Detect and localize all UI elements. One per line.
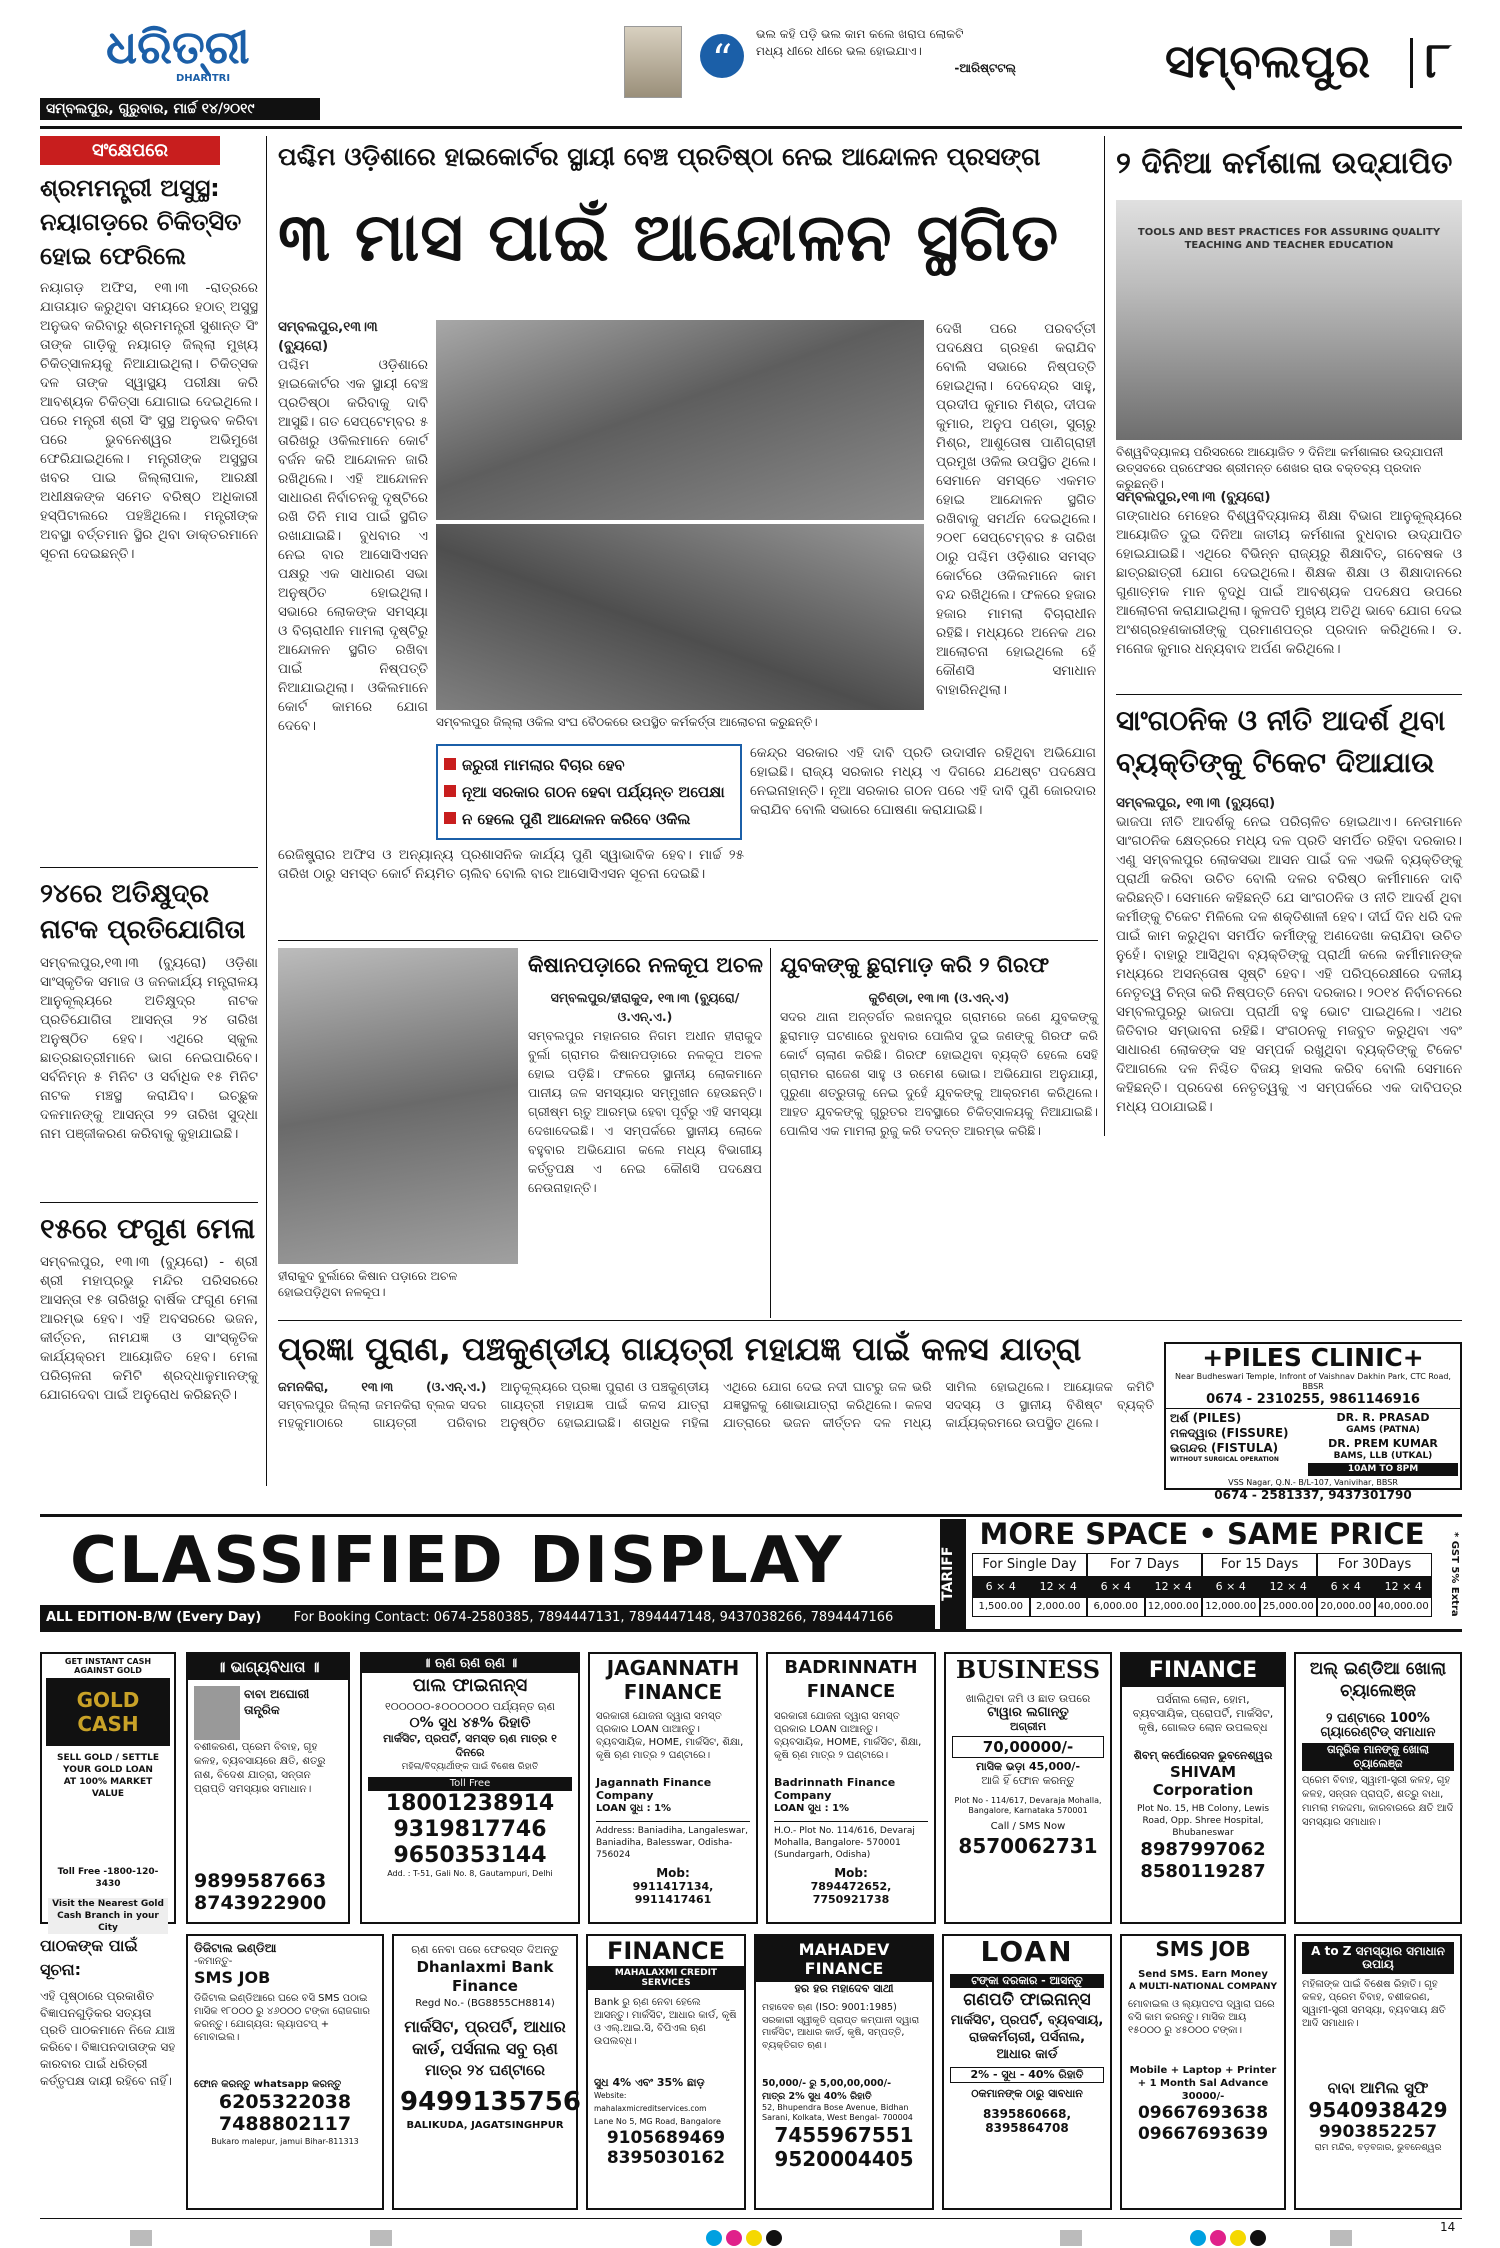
tariff-price: 6,000.00 bbox=[1087, 1597, 1145, 1617]
reader-notice bbox=[40, 1934, 176, 2210]
dhan-top: ଋଣ ନେବା ପରେ ଫେରସ୍ତ ଦିଅନ୍ତୁ bbox=[411, 1943, 559, 1956]
pal-finance-ad bbox=[360, 1652, 580, 1924]
loan-l3: 2% - ସୁଧ - 40% ରିହାତି bbox=[950, 2067, 1104, 2083]
tariff-period: For Single Day bbox=[972, 1553, 1087, 1577]
piles-l3: ଭଗନ୍ଦର (FISTULA) bbox=[1170, 1441, 1279, 1455]
classified-header bbox=[40, 1514, 1462, 1632]
lead-photo-top bbox=[436, 320, 924, 520]
piles-dr2: DR. PREM KUMAR bbox=[1328, 1437, 1438, 1450]
sms-addr: Bukaro malepur, jamui Bihar-811313 bbox=[211, 2137, 359, 2146]
loan-l1: ଗଣପତି ଫାଇନାନ୍ସ bbox=[963, 1990, 1091, 2010]
loan-top: ଟଙ୍କା ଦରକାର - ଆସନ୍ତୁ bbox=[950, 1974, 1104, 1988]
ticket-title: ସାଂଗଠନିକ ଓ ନୀତି ଆଦର୍ଶ ଥିବା ବ୍ୟକ୍ତିଙ୍କୁ ଟିକେଟ ଦିଆଯାଉ bbox=[1116, 704, 1446, 779]
mahadev-ad bbox=[754, 1934, 934, 2210]
rin-l4: ମହିଳା/ବିଦ୍ୟାର୍ଥୀଙ୍କ ପାଇଁ ବିଶେଷ ରିହାତି bbox=[401, 1762, 539, 1772]
baba-name: ବାବା ଆମିଲ ସୁଫି bbox=[1327, 2079, 1429, 2097]
business-l3: ଅଗ୍ରୀମ bbox=[1009, 1720, 1047, 1733]
dhan-l1: ମାର୍କସିଟ, ପ୍ରପର୍ଟି, ଆଧାର କାର୍ଡ, ପର୍ସନାଲ ସବୁ ଋଣ bbox=[404, 2017, 566, 2058]
piles-l2: ମଳଦ୍ୱାର (FISSURE) bbox=[1170, 1426, 1289, 1440]
tariff-price: 2,000.00 bbox=[1030, 1597, 1088, 1617]
rin-l2: ୦% ସୁଧ ୪୫% ରିହାତି bbox=[409, 1715, 531, 1731]
ticket-dateline: ସମ୍ବଲପୁର, ୧୩।୩ (ବ୍ୟୁରୋ) bbox=[1116, 795, 1276, 811]
tantrik-sub: ବାବା ଅଘୋରୀ ତାନ୍ତ୍ରିକ bbox=[244, 1687, 310, 1717]
jagannath-addr: Address: Baniadiha, Langaleswar, Baniadiha, Balesswar, Odisha-756024 bbox=[596, 1821, 750, 1861]
tariff-price: 25,000.00 bbox=[1260, 1597, 1318, 1617]
lead-dateline: ସମ୍ବଲପୁର,୧୩।୩ (ବ୍ୟୁରୋ) bbox=[278, 319, 378, 354]
smsjob-l1: Send SMS. Earn Money bbox=[1138, 1969, 1268, 1980]
tariff-size: 6 × 4 bbox=[1087, 1577, 1145, 1597]
workshop-caption: ବିଶ୍ୱବିଦ୍ୟାଳୟ ପରିସରରେ ଆୟୋଜିତ ୨ ଦିନିଆ କର୍ମଶାଳାର ଉଦ୍ଯାପନୀ ଉତ୍ସବରେ ପ୍ରଫେସର ଶ୍ରୀମନ୍ତ ଶେଖର ରାଉ ବକ୍ତବ୍ୟ ପ୍ରଦାନ କରୁଛନ୍ତି। bbox=[1116, 445, 1444, 491]
workshop-title: ୨ ଦିନିଆ କର୍ମଶାଳା ଉଦ୍ଯାପିତ bbox=[1116, 146, 1453, 181]
sms-job-ad bbox=[186, 1934, 384, 2210]
dhan-title: Dhanlaxmi Bank Finance bbox=[416, 1958, 554, 1995]
mahalaxmi-rate: ସୁଧ 4% ଏବଂ 35% ଛାଡ଼ bbox=[594, 2076, 705, 2089]
mahalaxmi-addr: Lane No 5, MG Road, Bangalore bbox=[594, 2117, 721, 2126]
workshop-photo bbox=[1116, 200, 1462, 440]
sms-job-ad-2 bbox=[1120, 1934, 1286, 2210]
piles-l1: ଅର୍ଶ (PILES) bbox=[1170, 1411, 1242, 1425]
brief-divider bbox=[266, 136, 267, 1486]
baba-ad bbox=[1294, 1934, 1462, 2210]
footer-page: 14 bbox=[1440, 2220, 1456, 2234]
reg-mark-yellow-2 bbox=[1230, 2230, 1246, 2246]
badrinath-addr: H.O.- Plot No. 114/616, Devaraj Mohalla, Bangalore- 570001 (Sundargarh, Odisha) bbox=[774, 1821, 928, 1861]
gray-bar-2 bbox=[370, 2230, 392, 2246]
rin-ph2: 9319817746 bbox=[393, 1817, 547, 1842]
baba-title: A to Z ସମସ୍ୟାର ସମାଧାନ ଉପାୟ bbox=[1302, 1942, 1454, 1974]
mahalaxmi-ph2: 8395030162 bbox=[606, 2148, 726, 2168]
sms-body: ଡିଜିଟାଲ ଇଣ୍ଡିଆରେ ଘରେ ବସି SMS ପଠାଇ ମାସିକ ୧୮୦୦୦ ରୁ ୪୬୦୦୦ ଟଙ୍କା ରୋଜଗାର କରନ୍ତୁ। ଯୋଗ୍ୟତା: ଲ୍ୟାପଟପ୍ + ମୋବାଇଲ। bbox=[194, 1993, 370, 2043]
tariff-size: 12 × 4 bbox=[1145, 1577, 1203, 1597]
india-l1: ୨ ଘଣ୍ଟାରେ 100% bbox=[1326, 1711, 1430, 1726]
piles-phone2: 0674 - 2581337, 9437301790 bbox=[1214, 1488, 1412, 1502]
gold-l2: AT 100% MARKET VALUE bbox=[63, 1777, 153, 1799]
mahadev-ph1: 7455967551 bbox=[774, 2123, 914, 2147]
mahadev-title: MAHADEV FINANCE bbox=[756, 1936, 932, 1982]
india-l2: ଗ୍ୟାରେଣ୍ଟିଡ୍ ସମାଧାନ bbox=[1320, 1725, 1436, 1740]
tubewell-dateline: ସମ୍ବଲପୁର/ହୀରାକୁଦ, ୧୩।୩ (ବ୍ୟୁରୋ/ ଓ.ଏନ୍.ଏ.) bbox=[550, 990, 740, 1024]
rin-l3: ମାର୍କସିଟ, ପ୍ରପର୍ଟି, ସମସ୍ତ ଋଣ ମାତ୍ର ୧ ଦିନରେ bbox=[383, 1732, 557, 1759]
arrest-dateline: କୁଚିଣ୍ଡା, ୧୩।୩ (ଓ.ଏନ୍.ଏ) bbox=[868, 990, 1010, 1005]
lead-photo-bottom bbox=[436, 524, 924, 710]
arrest-text: ସଦର ଥାନା ଅନ୍ତର୍ଗତ ଲଖନପୁର ଗ୍ରାମରେ ଜଣେ ଯୁବକଙ୍କୁ ଛୁରାମାଡ଼ ଘଟଣାରେ ବୁଧବାର ପୋଲିସ ଦୁଇ ଜଣଙ୍କୁ ଗିରଫ କରି କୋର୍ଟ ଚାଲାଣ କରିଛି। ଗିରଫ ହୋଇଥିବା ବ୍ୟକ୍ତି ହେଲେ ସେହି ଗ୍ରାମର ରାଜେଶ ସାହୁ ଓ ରମେଶ ଭୋଇ। ଅଭିଯୋଗ ଅନୁଯାୟୀ, ପୁରୁଣା ଶତ୍ରୁତାକୁ ନେଇ ଦୁହେଁ ଯୁବକଙ୍କୁ ଆକ୍ରମଣ କରିଥିଲେ। ଆହତ ଯୁବକଙ୍କୁ ଗୁରୁତର ଅବସ୍ଥାରେ ଚିକିତ୍ସାଳୟକୁ ନିଆଯାଇଛି। ପୋଲିସ ଏକ ମାମଲା ରୁଜୁ କରି ତଦନ୍ତ ଆରମ୍ଭ କରିଛି। bbox=[780, 1009, 1098, 1138]
business-addr: Plot No - 114/617, Devaraja Mohalla, Bangalore, Karnataka 570001 bbox=[954, 1796, 1102, 1815]
masthead-logo bbox=[106, 20, 266, 84]
rin-addr: Add. : T-51, Gali No. 8, Gautampuri, Delhi bbox=[387, 1869, 553, 1878]
bullet-1 bbox=[444, 752, 734, 779]
gray-bar-1 bbox=[130, 2230, 152, 2246]
jagannath-body: ସରକାରୀ ଯୋଜନା ଦ୍ୱାରା ସମସ୍ତ ପ୍ରକାର LOAN ପାଆନ୍ତୁ। ବ୍ୟବସାୟିକ, HOME, ମାର୍କସିଟ, ଶିକ୍ଷା, କୃଷି ଋଣ ମାତ୍ର ୨ ଘଣ୍ଟାରେ। bbox=[596, 1711, 744, 1761]
page-number: ୮ bbox=[1425, 31, 1452, 89]
shivam-ph1: 8987997062 bbox=[1140, 1839, 1266, 1860]
quote-author: -ଆରିଷ୍ଟଟଲ୍ bbox=[954, 61, 1016, 75]
mahadev-addr: 52, Bhupendra Bose Avenue, Bidhan Sarani, Kolkata, West Bengal- 700004 bbox=[762, 2103, 913, 2122]
tariff-size: 6 × 4 bbox=[1202, 1577, 1260, 1597]
tantrik-body: ବଶୀକରଣ, ପ୍ରେମ ବିବାହ, ଗୃହ କଳହ, ବ୍ୟବସାୟରେ କ୍ଷତି, ଶତ୍ରୁ ନାଶ, ବିଦେଶ ଯାତ୍ରା, ସନ୍ତାନ ପ୍ରାପ୍ତି ସମସ୍ୟାର ସମାଧାନ। bbox=[194, 1741, 326, 1795]
classified-booking: For Booking Contact: 0674-2580385, 7894447131, 7894447148, 9437038266, 7894447166 bbox=[293, 1610, 894, 1625]
sms-sub: -କମାନ୍ତୁ- bbox=[194, 1956, 233, 1967]
baba-addr: ରାମ ମନ୍ଦିର, ବଡ଼ବଜାର, ଭୁବନେଶ୍ୱର bbox=[1314, 2143, 1442, 2153]
reg-mark-black-1 bbox=[766, 2230, 782, 2246]
tariff-period: For 15 Days bbox=[1202, 1553, 1317, 1577]
mahadev-ph2: 9520004405 bbox=[774, 2147, 914, 2171]
mahadev-sub: ହର ହର ମହାଦେବ ସାଥୀ bbox=[794, 1982, 894, 1995]
lead-body3: ଦେଖି ପରେ ପରବର୍ତ୍ତୀ ପଦକ୍ଷେପ ଗ୍ରହଣ କରାଯିବ ବୋଲି ସଭାରେ ନିଷ୍ପତ୍ତି ହୋଇଥିଲା। ଦେବେନ୍ଦ୍ର ସାହୁ, ପ୍ରଦୀପ କୁମାର ମିଶ୍ର, ଦୀପକ କୁମାର, ଅନୁପ ପଣ୍ଡା, ସୁଚାରୁ ମିଶ୍ର, ଆଶୁତୋଷ ପାଣିଗ୍ରାହୀ ପ୍ରମୁଖ ଓକିଲ ଉପସ୍ଥିତ ଥିଲେ। ସେମାନେ ସମସ୍ତେ ଏକମତ ହୋଇ ଆନ୍ଦୋଳନ ସ୍ଥଗିତ ରଖିବାକୁ ସମର୍ଥନ ଦେଇଥିଲେ। ୨୦୧୮ ସେପ୍ଟେମ୍ବର ୫ ତାରିଖ ଠାରୁ ପଶ୍ଚିମ ଓଡ଼ିଶାର ସମସ୍ତ କୋର୍ଟରେ ଓକିଲମାନେ କାମ ବନ୍ଦ ରଖିଥିଲେ। ଫଳରେ ହଜାର ହଜାର ମାମଲା ବିଚାରାଧୀନ ରହିଛି। ମଧ୍ୟରେ ଅନେକ ଥର ଆଲୋଚନା ହୋଇଥିଲେ ହେଁ କୌଣସି ସମାଧାନ ବାହାରିନଥିଲା। bbox=[936, 321, 1096, 698]
bullet-2-text: ନୂଆ ସରକାର ଗଠନ ହେବା ପର୍ଯ୍ୟନ୍ତ ଅପେକ୍ଷା bbox=[462, 783, 725, 801]
business-l5: ଆଜି ହିଁ ଫୋନ କରନ୍ତୁ bbox=[981, 1774, 1075, 1787]
quote-icon: “ bbox=[700, 34, 744, 78]
tariff-size: 12 × 4 bbox=[1260, 1577, 1318, 1597]
badrinath-rate: LOAN ସୁଧ : 1% bbox=[774, 1803, 850, 1814]
notice-title: ପାଠକଙ୍କ ପାଇଁ ସୂଚନା: bbox=[40, 1936, 138, 1979]
tariff-size: 6 × 4 bbox=[972, 1577, 1030, 1597]
baba-ph1: 9540938429 bbox=[1308, 2098, 1448, 2122]
reg-mark-yellow-1 bbox=[746, 2230, 762, 2246]
mahalaxmi-sub: MAHALAXMI CREDIT SERVICES bbox=[588, 1966, 744, 1990]
sms-top: ଡିଜିଟାଲ ଇଣ୍ଡିଆ bbox=[194, 1941, 277, 1955]
shivam-title: FINANCE bbox=[1122, 1654, 1284, 1687]
tantrik-ph1: 9899587663 bbox=[194, 1870, 327, 1892]
tariff-price: 12,000.00 bbox=[1202, 1597, 1260, 1617]
brief1-body: ନୟାଗଡ଼ ଅଫିସ, ୧୩।୩ -ରାତ୍ରରେ ଯାତାୟାତ କରୁଥିବା ସମୟରେ ହଠାତ୍ ଅସୁସ୍ଥ ଅନୁଭବ କରିବାରୁ ଶ୍ରମମନ୍ତ୍ରୀ ସୁଶାନ୍ତ ସିଂ ତାଙ୍କ ଗାଡ଼ିକୁ ନୟାଗଡ଼ ଜିଲ୍ଲା ମୁଖ୍ୟ ଚିକିତ୍ସାଳୟକୁ ନିଆଯାଇଥିଲା। ଚିକିତ୍ସକ ଦଳ ତାଙ୍କ ସ୍ୱାସ୍ଥ୍ୟ ପରୀକ୍ଷା କରି ଆବଶ୍ୟକ ଚିକିତ୍ସା ଯୋଗାଇ ଦେଇଥିଲେ। ପରେ ମନ୍ତ୍ରୀ ଶ୍ରୀ ସିଂ ସୁସ୍ଥ ଅନୁଭବ କରିବା ପରେ ଭୁବନେଶ୍ୱର ଅଭିମୁଖେ ଫେରିଯାଇଥିଲେ। ମନ୍ତ୍ରୀଙ୍କ ଅସୁସ୍ଥତା ଖବର ପାଇ ଜିଲ୍ଲାପାଳ, ଆରକ୍ଷୀ ଅଧୀକ୍ଷକଙ୍କ ସମେତ ବରିଷ୍ଠ ଅଧିକାରୀ ହସ୍ପିଟାଲରେ ପହଞ୍ଚିଥିଲେ। ମନ୍ତ୍ରୀଙ୍କ ଅବସ୍ଥା ବର୍ତ୍ତମାନ ସ୍ଥିର ଥିବା ଡାକ୍ତରମାନେ ସୂଚନା ଦେଇଛନ୍ତି। bbox=[40, 280, 258, 562]
quote-block bbox=[756, 26, 1056, 77]
shivam-sub: ଶିବମ୍ କର୍ପୋରେସନ ଭୁବନେଶ୍ୱର bbox=[1133, 1749, 1273, 1762]
loan-l4: ଠକମାନଙ୍କ ଠାରୁ ସାବଧାନ bbox=[971, 2087, 1083, 2100]
mahalaxmi-title: FINANCE bbox=[606, 1937, 726, 1965]
workshop-dateline: ସମ୍ବଲପୁର,୧୩।୩ (ବ୍ୟୁରୋ) bbox=[1116, 489, 1271, 505]
smsjob-body: ମୋବାଇଲ ଓ ଲ୍ୟାପଟପ ଦ୍ୱାରା ଘରେ ବସି କାମ କରନ୍ତୁ। ମାସିକ ଆୟ ୧୫୦୦୦ ରୁ ୪୫୦୦୦ ଟଙ୍କା। bbox=[1128, 1999, 1275, 2036]
tubewell-text: ସମ୍ବଲପୁର ମହାନଗର ନିଗମ ଅଧୀନ ହୀରାକୁଦ ବୁର୍ଲା ଗ୍ରାମର କିଷାନପଡ଼ାରେ ନଳକୂପ ଅଚଳ ହୋଇ ପଡ଼ିଛି। ଫଳରେ ସ୍ଥାନୀୟ ଲୋକମାନେ ପାନୀୟ ଜଳ ସମସ୍ୟାର ସମ୍ମୁଖୀନ ହେଉଛନ୍ତି। ଗ୍ରୀଷ୍ମ ଋତୁ ଆରମ୍ଭ ହେବା ପୂର୍ବରୁ ଏହି ସମସ୍ୟା ଦେଖାଦେଇଛି। ଏ ସମ୍ପର୍କରେ ସ୍ଥାନୀୟ ଲୋକେ ବହୁବାର ଅଭିଯୋଗ କଲେ ମଧ୍ୟ ବିଭାଗୀୟ କର୍ତ୍ତୃପକ୍ଷ ଏ ନେଇ କୌଣସି ପଦକ୍ଷେପ ନେଉନାହାନ୍ତି। bbox=[528, 1028, 762, 1195]
tariff-gst: * GST 5% Extra bbox=[1449, 1531, 1460, 1617]
smsjob-ph2: 09667693639 bbox=[1137, 2124, 1269, 2144]
edition-name: ସମ୍ବଲପୁର bbox=[1165, 34, 1371, 88]
tariff-size: 6 × 4 bbox=[1317, 1577, 1375, 1597]
shivam-addr: Plot No. 15, HB Colony, Lewis Road, Opp. Shree Hospital, Bhubaneswar bbox=[1136, 1804, 1270, 1838]
india-body: ପ୍ରେମ ବିବାହ, ସ୍ୱାମୀ-ସ୍ତ୍ରୀ କଳହ, ଗୃହ କଳହ, ସନ୍ତାନ ପ୍ରାପ୍ତି, ଶତ୍ରୁ ବାଧା, ମାମଲା ମକଦ୍ଦମା, କାରବାରରେ କ୍ଷତି ଆଦି ସମସ୍ୟାର ସମାଧାନ। bbox=[1302, 1775, 1454, 1828]
brief-column bbox=[40, 136, 258, 1486]
business-l1: ଖାଲିଥିବା ଜମି ଓ ଛାତ ଉପରେ bbox=[965, 1692, 1091, 1705]
brief1-title: ଶ୍ରମମନ୍ତ୍ରୀ ଅସୁସ୍ଥ: ନୟାଗଡ଼ରେ ଚିକିତ୍ସିତ ହୋଇ ଫେରିଲେ bbox=[40, 174, 242, 270]
tariff-price: 20,000.00 bbox=[1317, 1597, 1375, 1617]
tariff-price: 40,000.00 bbox=[1375, 1597, 1433, 1617]
mahalaxmi-ad bbox=[586, 1934, 746, 2210]
yatra-dateline: ଜମନକିରା, ୧୩।୩ (ଓ.ଏନ୍.ଏ.) bbox=[278, 1379, 487, 1394]
tariff-price: 12,000.00 bbox=[1145, 1597, 1203, 1617]
brief2-body: ସମ୍ବଲପୁର,୧୩।୩ (ବ୍ୟୁରୋ) ଓଡ଼ିଶା ସାଂସ୍କୃତିକ ସମାଜ ଓ ଜନକାର୍ଯ୍ୟ ମନ୍ତ୍ରାଳୟ ଆନୁକୂଲ୍ୟରେ ଅତିକ୍ଷୁଦ୍ର ନାଟକ ପ୍ରତିଯୋଗିତା ଆସନ୍ତା ୨୪ ତାରିଖ ଅନୁଷ୍ଠିତ ହେବ। ଏଥିରେ ସ୍କୁଲ ଛାତ୍ରଛାତ୍ରୀମାନେ ଭାଗ ନେଇପାରିବେ। ସର୍ବନିମ୍ନ ୫ ମିନିଟ ଓ ସର୍ବାଧିକ ୧୫ ମିନିଟ ନାଟକ ମଞ୍ଚସ୍ଥ କରାଯିବ। ଇଚ୍ଛୁକ ଦଳମାନଙ୍କୁ ଆସନ୍ତା ୨୨ ତାରିଖ ସୁଦ୍ଧା ନାମ ପଞ୍ଜୀକରଣ କରିବାକୁ କୁହାଯାଇଛି। bbox=[40, 955, 258, 1142]
dhan-phone: 9499135756 bbox=[400, 2087, 581, 2117]
business-phone: 8570062731 bbox=[958, 1834, 1098, 1858]
mahadev-amt: 50,000/- ରୁ 5,00,00,000/- bbox=[762, 2078, 892, 2089]
tantrik-ph2: 8743922900 bbox=[194, 1892, 327, 1914]
india-l3: ତାନ୍ତ୍ରିକ ମାନଙ୍କୁ ଖୋଲା ଚ୍ୟାଲେଞ୍ଜ bbox=[1302, 1743, 1454, 1771]
reg-mark-magenta-1 bbox=[726, 2230, 742, 2246]
loan-phone: 8395860668, 8395864708 bbox=[982, 2107, 1072, 2135]
edition-divider bbox=[1410, 38, 1413, 88]
quote-line2: ମଧ୍ୟ ଧୀରେ ଧୀରେ ଭଲ ହୋଇଯାଏ। bbox=[756, 44, 922, 58]
brief2-title: ୨୪ରେ ଅତିକ୍ଷୁଦ୍ର ନାଟକ ପ୍ରତିଯୋଗିତା bbox=[40, 879, 246, 945]
bullet-1-text: ଜରୁରୀ ମାମଲାର ବିଚାର ହେବ bbox=[462, 756, 625, 774]
bullet-3-text: ନ ହେଲେ ପୁଣି ଆନ୍ଦୋଳନ କରିବେ ଓକିଲ bbox=[462, 810, 691, 828]
sms-wa: ଫୋନ କରନ୍ତୁ whatsapp କରନ୍ତୁ bbox=[194, 2079, 342, 2090]
reg-mark-magenta-2 bbox=[1210, 2230, 1226, 2246]
masthead bbox=[40, 20, 1462, 120]
business-ad bbox=[944, 1652, 1112, 1924]
quote-line1: ଭଲ କହି ପଡ଼ି ଭଲ କାମ କଲେ ଖରାପ ଲୋକଟି bbox=[756, 27, 964, 41]
brief3-body: ସମ୍ବଲପୁର, ୧୩।୩ (ବ୍ୟୁରୋ) - ଶ୍ରୀ ଶ୍ରୀ ମହାପ୍ରଭୁ ମନ୍ଦିର ପରିସରରେ ଆସନ୍ତା ୧୫ ତାରିଖରୁ ବାର୍ଷିକ ଫଗୁଣ ମେଳା ଆରମ୍ଭ ହେବ। ଏହି ଅବସରରେ ଭଜନ, କୀର୍ତ୍ତନ, ନାମଯଜ୍ଞ ଓ ସାଂସ୍କୃତିକ କାର୍ଯ୍ୟକ୍ରମ ଆୟୋଜିତ ହେବ। ମେଳା ପରିଚାଳନା କମିଟି ଶ୍ରଦ୍ଧାଳୁମାନଙ୍କୁ ଯୋଗଦେବା ପାଇଁ ଅନୁରୋଧ କରିଛନ୍ତି। bbox=[40, 1254, 258, 1403]
gold-toll: Toll Free -1800-120-3430 bbox=[57, 1867, 159, 1889]
business-amt1: 70,00000/- bbox=[952, 1736, 1104, 1758]
piles-phone1: 0674 - 2310255, 9861146916 bbox=[1166, 1392, 1460, 1409]
rin-ph3: 9650353144 bbox=[393, 1843, 547, 1868]
ticket-body bbox=[1116, 794, 1462, 1332]
badrinath-body: ସରକାରୀ ଯୋଜନା ଦ୍ୱାରା ସମସ୍ତ ପ୍ରକାର LOAN ପାଆନ୍ତୁ। ବ୍ୟବସାୟିକ, HOME, ମାର୍କସିଟ, ଶିକ୍ଷା, କୃଷି ଋଣ ମାତ୍ର ୨ ଘଣ୍ଟାରେ। bbox=[774, 1711, 922, 1761]
gray-bar-4 bbox=[1330, 2230, 1352, 2246]
tantrik-ad bbox=[186, 1652, 350, 1924]
classified-title: CLASSIFIED DISPLAY bbox=[70, 1524, 844, 1598]
logo-text: ଧରିତ୍ରୀ bbox=[106, 20, 250, 74]
badrinath-company: Badrinnath Finance Company bbox=[774, 1776, 896, 1802]
sms-title: SMS JOB bbox=[194, 1968, 271, 1987]
tariff-periods bbox=[972, 1553, 1432, 1577]
bullet-3 bbox=[444, 806, 734, 833]
lead-divider bbox=[1104, 136, 1105, 1136]
lead-text1: ପଶ୍ଚିମ ଓଡ଼ିଶାରେ ହାଇକୋର୍ଟର ଏକ ସ୍ଥାୟୀ ବେଞ୍ଚ ପ୍ରତିଷ୍ଠା କରିବାକୁ ଦାବି ଆସୁଛି। ଗତ ସେପ୍ଟେମ୍ବର ୫ ତାରିଖରୁ ଓକିଲମାନେ କୋର୍ଟ ବର୍ଜନ କରି ଆନ୍ଦୋଳନ ଜାରି ରଖିଥିଲେ। ଏହି ଆନ୍ଦୋଳନ ସାଧାରଣ ନିର୍ବାଚନକୁ ଦୃଷ୍ଟିରେ ରଖି ତିନି ମାସ ପାଇଁ ସ୍ଥଗିତ ରଖାଯାଇଛି। ବୁଧବାର ଏ ନେଇ ବାର ଆସୋସିଏସନ ପକ୍ଷରୁ ଏକ ସାଧାରଣ ସଭା ଅନୁଷ୍ଠିତ ହୋଇଥିଲା। ସଭାରେ ଲୋକଙ୍କ ସମସ୍ୟା ଓ ବିଚାରାଧୀନ ମାମଲା ଦୃଷ୍ଟିରୁ ଆନ୍ଦୋଳନ ସ୍ଥଗିତ ରଖିବା ପାଇଁ ନିଷ୍ପତ୍ତି ନିଆଯାଇଥିଲା। ଓକିଲମାନେ କୋର୍ଟ କାମରେ ଯୋଗ ଦେବେ। bbox=[278, 357, 428, 734]
masthead-rule bbox=[40, 126, 1462, 129]
smsjob-l3: Mobile + Laptop + Printer + 1 Month Sal Advance 30000/- bbox=[1129, 2065, 1277, 2102]
rin-l1: ୧୦୦୦୦୦-୫୦୦୦୦୦୦ ପର୍ଯ୍ୟନ୍ତ ଋଣ bbox=[385, 1700, 555, 1713]
lead-headline: ୩ ମାସ ପାଇଁ ଆନ୍ଦୋଳନ ସ୍ଥଗିତ bbox=[278, 199, 1060, 276]
notice-body: ଏହି ପୃଷ୍ଠାରେ ପ୍ରକାଶିତ ବିଜ୍ଞାପନଗୁଡ଼ିକର ସତ୍ୟତା ପ୍ରତି ପାଠକମାନେ ନିଜେ ଯାଞ୍ଚ କରିବେ। ବିଜ୍ଞାପନଦାତାଙ୍କ ସହ କାରବାର ପାଇଁ ଧରିତ୍ରୀ କର୍ତ୍ତୃପକ୍ଷ ଦାୟୀ ରହିବେ ନାହିଁ। bbox=[40, 1989, 176, 2088]
india-title: ଅଲ୍ ଇଣ୍ଡିଆ ଖୋଲା ଚ୍ୟାଲେଞ୍ଜ bbox=[1309, 1659, 1447, 1701]
masthead-dateline: ସମ୍ବଲପୁର, ଗୁରୁବାର, ମାର୍ଚ୍ଚ ୧୪/୨୦୧୯ bbox=[40, 98, 320, 120]
piles-addr2: VSS Nagar, Q.N.- B/L-107, Vanivihar, BBSR bbox=[1228, 1478, 1398, 1487]
smsjob-ph1: 09667693638 bbox=[1137, 2103, 1269, 2123]
business-call: Call / SMS Now bbox=[990, 1821, 1066, 1832]
shivam-name: SHIVAM Corporation bbox=[1152, 1763, 1254, 1799]
reg-mark-black-2 bbox=[1250, 2230, 1266, 2246]
jagannath-company: Jagannath Finance Company bbox=[596, 1776, 712, 1802]
baba-ph2: 9903852257 bbox=[1318, 2122, 1438, 2142]
gold-cash-ad bbox=[40, 1652, 176, 1933]
smsjob-l2: A MULTI-NATIONAL COMPANY bbox=[1128, 1982, 1278, 1992]
workshop-text: ଗଙ୍ଗାଧର ମେହେର ବିଶ୍ୱବିଦ୍ୟାଳୟ ଶିକ୍ଷା ବିଭାଗ ଆନୁକୂଲ୍ୟରେ ଆୟୋଜିତ ଦୁଇ ଦିନିଆ ଜାତୀୟ କର୍ମଶାଳା ବୁଧବାର ଉଦ୍ଯାପିତ ହୋଇଯାଇଛି। ଏଥିରେ ବିଭିନ୍ନ ରାଜ୍ୟରୁ ଶିକ୍ଷାବିତ୍, ଗବେଷକ ଓ ଛାତ୍ରଛାତ୍ରୀ ଯୋଗ ଦେଇଥିଲେ। ଶିକ୍ଷକ ଶିକ୍ଷା ଓ ଶିକ୍ଷାଦାନରେ ଗୁଣାତ୍ମକ ମାନ ବୃଦ୍ଧି ପାଇଁ ଆବଶ୍ୟକ ପଦକ୍ଷେପ ଉପରେ ଆଲୋଚନା କରାଯାଇଥିଲା। କୁଳପତି ମୁଖ୍ୟ ଅତିଥି ଭାବେ ଯୋଗ ଦେଇ ଅଂଶଗ୍ରହଣକାରୀଙ୍କୁ ପ୍ରମାଣପତ୍ର ପ୍ରଦାନ କରିଥିଲେ। ଡ. ମନୋଜ କୁମାର ଧନ୍ୟବାଦ ଅର୍ପଣ କରିଥିଲେ। bbox=[1116, 508, 1462, 657]
lead-bottom-rule bbox=[278, 940, 1098, 941]
jagannath-mob: Mob: bbox=[656, 1866, 690, 1880]
gray-bar-3 bbox=[1060, 2230, 1082, 2246]
piles-dr1: DR. R. PRASAD bbox=[1336, 1411, 1430, 1424]
lead-body1 bbox=[278, 318, 428, 878]
brief3-title: ୧୫ରେ ଫଗୁଣ ମେଳା bbox=[40, 1212, 256, 1245]
shivam-ph2: 8580119287 bbox=[1140, 1861, 1266, 1882]
mahadev-rate: ମାତ୍ର 2% ସୁଧ 40% ରିହାତି bbox=[762, 2090, 872, 2102]
lead-body4: ରେଜିଷ୍ଟ୍ରାର ଅଫିସ ଓ ଅନ୍ୟାନ୍ୟ ପ୍ରଶାସନିକ କାର୍ଯ୍ୟ ପୁଣି ସ୍ୱାଭାବିକ ହେବ। ମାର୍ଚ୍ଚ ୨୫ ତାରିଖ ଠାରୁ ସମସ୍ତ କୋର୍ଟ ନିୟମିତ ଚାଲିବ ବୋଲି ବାର ଆସୋସିଏସନ ସୂଚନା ଦେଇଛି। bbox=[278, 847, 744, 882]
piles-timing: 10AM TO 8PM bbox=[1308, 1463, 1458, 1476]
jagannath-phone: 9911417134, 9911417461 bbox=[632, 1880, 714, 1906]
classified-strip bbox=[40, 1605, 935, 1631]
loan-l2: ମାର୍କସିଟ, ପ୍ରପର୍ଟି, ବ୍ୟବସାୟ, ରାଜକର୍ମଚାରୀ, ପର୍ସନାଲ, ଆଧାର କାର୍ଡ bbox=[950, 2013, 1104, 2062]
reg-mark-cyan-1 bbox=[706, 2230, 722, 2246]
mahalaxmi-body: Bank ରୁ ଋଣ ନେବା ହେଲେ ଆସନ୍ତୁ। ମାର୍କସିଟ, ଆଧାର କାର୍ଡ, କୃଷି ଓ ଏଲ୍.ଆଇ.ସି, ବିପିଏଲ ଋଣ ଉପଲବ୍ଧ। bbox=[594, 1997, 737, 2047]
arrest-body bbox=[780, 988, 1098, 1310]
rin-toll: Toll Free bbox=[368, 1777, 572, 1791]
jagannath-rate: LOAN ସୁଧ : 1% bbox=[596, 1803, 672, 1814]
piles-addr1: Near Budheswari Temple, Infront of Vaishnav Dakhin Park, CTC Road, BBSR bbox=[1175, 1372, 1451, 1391]
loan-title: LOAN bbox=[980, 1935, 1074, 1968]
ticket-text: ଭାଜପା ନୀତି ଆଦର୍ଶକୁ ନେଇ ପରିଚାଳିତ ହୋଇଥାଏ। ନେତାମାନେ ସାଂଗଠନିକ କ୍ଷେତ୍ରରେ ମଧ୍ୟ ଦଳ ପ୍ରତି ସମର୍ପିତ ରହିବା ଦରକାର। ଏଣୁ ସମ୍ବଲପୁର ଲୋକସଭା ଆସନ ପାଇଁ ଦଳ ଏଭଳି ବ୍ୟକ୍ତିଙ୍କୁ ପ୍ରାର୍ଥୀ କରିବା ଉଚିତ ବୋଲି ଦଳର ବରିଷ୍ଠ କର୍ମୀମାନେ ଦାବି କରିଛନ୍ତି। ସେମାନେ କହିଛନ୍ତି ଯେ ସାଂଗଠନିକ ଓ ନୀତି ଆଦର୍ଶ ଥିବା କର୍ମୀଙ୍କୁ ଟିକେଟ ମିଳିଲେ ଦଳ ଶକ୍ତିଶାଳୀ ହେବ। ଦୀର୍ଘ ଦିନ ଧରି ଦଳ ପାଇଁ କାମ କରୁଥିବା ସମର୍ପିତ କର୍ମୀଙ୍କୁ ଅଣଦେଖା କରାଯିବା ଉଚିତ ନୁହେଁ। ବାହାରୁ ଆସିଥିବା ବ୍ୟକ୍ତିଙ୍କୁ ପ୍ରାର୍ଥୀ କଲେ କର୍ମୀମାନଙ୍କ ମଧ୍ୟରେ ଅସନ୍ତୋଷ ସୃଷ୍ଟି ହେବ। ଏହି ପରିପ୍ରେକ୍ଷୀରେ ଦଳୀୟ ନେତୃତ୍ୱ ଚିନ୍ତା କରି ନିଷ୍ପତ୍ତି ନେବା ଦରକାର। ୨୦୧୪ ନିର୍ବାଚନରେ ସମ୍ବଲପୁରରୁ ଭାଜପା ପ୍ରାର୍ଥୀ ବହୁ ଭୋଟ ପାଇଥିଲେ। ଏଥର ଜିତିବାର ସମ୍ଭାବନା ରହିଛି। ସଂଗଠନକୁ ମଜବୁତ କରୁଥିବା ଏବଂ ସାଧାରଣ ଲୋକଙ୍କ ସହ ସମ୍ପର୍କ ରଖୁଥିବା ବ୍ୟକ୍ତିଙ୍କୁ ଟିକେଟ ଦିଆଗଲେ ଦଳ ନିଶ୍ଚିତ ବିଜୟ ହାସଲ କରିବ ବୋଲି ସେମାନେ କହିଛନ୍ତି। ପ୍ରଦେଶ ନେତୃତ୍ୱକୁ ଏ ସମ୍ପର୍କରେ ଏକ ଦାବିପତ୍ର ମଧ୍ୟ ପଠାଯାଇଛି। bbox=[1116, 814, 1462, 1115]
shivam-body: ପର୍ସନାଲ ଲୋନ, ହୋମ, ବ୍ୟବସାୟିକ, ପ୍ରୋପର୍ଟି, ମାର୍କସିଟ, କୃଷି, ଗୋଲଡ ଲୋନ ଉପଲବ୍ଧ bbox=[1132, 1693, 1274, 1734]
piles-dr2-deg: BAMS, LLB (UTKAL) bbox=[1333, 1451, 1433, 1461]
business-title: BUSINESS bbox=[955, 1655, 1101, 1684]
dhan-regd: Regd No.- (BG8855CH8814) bbox=[415, 1998, 555, 2009]
sms-ph2: 7488802117 bbox=[218, 2113, 352, 2135]
piles-no-op: WITHOUT SURGICAL OPERATION bbox=[1170, 1456, 1279, 1463]
classified-edition: ALL EDITION-B/W (Every Day) bbox=[46, 1610, 262, 1625]
tariff-period: For 7 Days bbox=[1087, 1553, 1202, 1577]
arrest-title: ଯୁବକଙ୍କୁ ଛୁରାମାଡ଼ କରି ୨ ଗିରଫ bbox=[780, 953, 1050, 977]
rin-ph1: 18001238914 bbox=[385, 1791, 555, 1816]
tariff-period: For 30Days bbox=[1317, 1553, 1432, 1577]
business-l2: ଟାୱାର ଲଗାନ୍ତୁ bbox=[987, 1705, 1069, 1720]
sms-ph1: 6205322038 bbox=[218, 2091, 352, 2113]
tubewell-title: କିଷାନପଡ଼ାରେ ନଳକୂପ ଅଚଳ bbox=[528, 953, 763, 977]
tariff-size: 12 × 4 bbox=[1030, 1577, 1088, 1597]
rin-title: ପାଲ ଫାଇନାନ୍ସ bbox=[362, 1673, 578, 1698]
yatra-text: ସମ୍ବଲପୁର ଜିଲ୍ଲା ଜମନକିରା ବ୍ଲକ ସଦର ମହକୁମାଠାରେ ଗାୟତ୍ରୀ ପରିବାର ଆନୁକୂଲ୍ୟରେ ପ୍ରଜ୍ଞା ପୁରାଣ ଓ ପଞ୍ଚକୁଣ୍ଡୀୟ ଗାୟତ୍ରୀ ମହାଯଜ୍ଞ ପାଇଁ କଳସ ଯାତ୍ରା ଅନୁଷ୍ଠିତ ହୋଇଯାଇଛି। ଶତାଧିକ ମହିଳା ଏଥିରେ ଯୋଗ ଦେଇ ନଦୀ ଘାଟରୁ ଜଳ ଭରି ଯଜ୍ଞସ୍ଥଳକୁ ଶୋଭାଯାତ୍ରା କରିଥିଲେ। କଳସ ଯାତ୍ରାରେ ଭଜନ କୀର୍ତ୍ତନ ଦଳ ମଧ୍ୟ ସାମିଲ ହୋଇଥିଲେ। ଆୟୋଜକ କମିଟି ସଦସ୍ୟ ଓ ସ୍ଥାନୀୟ ବିଶିଷ୍ଟ ବ୍ୟକ୍ତି କାର୍ଯ୍ୟକ୍ରମରେ ଉପସ୍ଥିତ ଥିଲେ। bbox=[278, 1379, 1154, 1430]
tariff-prices bbox=[972, 1597, 1432, 1617]
lead-bullet-box bbox=[436, 744, 742, 840]
loan-ad bbox=[942, 1934, 1112, 2210]
yatra-title: ପ୍ରଜ୍ଞା ପୁରାଣ, ପଞ୍ଚକୁଣ୍ଡୀୟ ଗାୟତ୍ରୀ ମହାଯଜ୍ଞ ପାଇଁ କଳସ ଯାତ୍ରା bbox=[278, 1330, 1082, 1368]
brief-label: ସଂକ୍ଷେପରେ bbox=[40, 136, 220, 165]
lead-caption: ସମ୍ବଲପୁର ଜିଲ୍ଲା ଓକିଲ ସଂଘ ବୈଠକରେ ଉପସ୍ଥିତ କର୍ମକର୍ତ୍ତା ଆଲୋଚନା କରୁଛନ୍ତି। bbox=[436, 715, 818, 729]
tubewell-divider bbox=[770, 948, 771, 1318]
dhanlaxmi-ad bbox=[392, 1934, 581, 2210]
tariff-table bbox=[972, 1553, 1432, 1617]
gold-name: GOLD CASH bbox=[46, 1678, 170, 1746]
lead-kicker: ପଶ୍ଚିମ ଓଡ଼ିଶାରେ ହାଇକୋର୍ଟର ସ୍ଥାୟୀ ବେଞ୍ଚ ପ୍ରତିଷ୍ଠା ନେଇ ଆନ୍ଦୋଳନ ପ୍ରସଙ୍ଗ bbox=[278, 142, 1041, 171]
bullet-2 bbox=[444, 779, 734, 806]
shivam-finance-ad bbox=[1120, 1652, 1286, 1924]
tubewell-caption: ହୀରାକୁଦ ବୁର୍ଲାରେ କିଷାନ ପଡ଼ାରେ ଅଚଳ ହୋଇପଡ଼ିଥିବା ନଳକୂପ। bbox=[278, 1269, 458, 1299]
rin-head: ॥ ଋଣ ଋଣ ଋଣ ॥ bbox=[362, 1654, 578, 1673]
mahalaxmi-web: Website: mahalaxmicreditservices.com bbox=[594, 2091, 707, 2113]
workshop-banner-text: TOOLS AND BEST PRACTICES FOR ASSURING QUALITY TEACHING AND TEACHER EDUCATION bbox=[1137, 227, 1441, 251]
author-portrait bbox=[624, 26, 682, 98]
logo-sub: DHARITRI bbox=[176, 73, 231, 84]
dhan-l2: ମାତ୍ର ୨୪ ଘଣ୍ଟାରେ bbox=[425, 2061, 545, 2079]
badrinath-title: BADRINNATH FINANCE bbox=[784, 1657, 918, 1702]
piles-title: +PILES CLINIC+ bbox=[1202, 1343, 1424, 1372]
business-l4: ମାସିକ ଭଡ଼ା 45,000/- bbox=[975, 1760, 1081, 1773]
workshop-body bbox=[1116, 488, 1462, 688]
tantrik-head: ॥ ଭାଗ୍ୟବିଧାତା ॥ bbox=[188, 1654, 348, 1680]
tariff-label: TARIFF bbox=[940, 1519, 966, 1629]
gold-foot: Visit the Nearest Gold Cash Branch in your City bbox=[48, 1898, 168, 1934]
mahalaxmi-ph1: 9105689469 bbox=[606, 2128, 726, 2148]
jagannath-title: JAGANNATH FINANCE bbox=[606, 1656, 740, 1704]
piles-clinic-ad bbox=[1164, 1342, 1462, 1502]
mahadev-body: ମହାଦେବ ଋଣ (ISO: 9001:1985) ସରକାରୀ ସ୍ୱୀକୃତି ପ୍ରାପ୍ତ କମ୍ପାନୀ ଦ୍ୱାରା ମାର୍କସିଟ, ଆଧାର କାର୍ଡ, କୃଷି, ସମ୍ପତ୍ତି, ବ୍ୟକ୍ତିଗତ ଋଣ। bbox=[762, 2002, 920, 2051]
all-india-challenge-ad bbox=[1294, 1652, 1462, 1924]
footer-rule bbox=[40, 2218, 1462, 2219]
tantrik-photo bbox=[194, 1686, 240, 1740]
baba-body: ମହିଳାଙ୍କ ପାଇଁ ବିଶେଷ ରିହାତି। ଗୃହ କଳହ, ପ୍ରେମ ବିବାହ, ବଶୀକରଣ, ସ୍ୱାମୀ-ସ୍ତ୍ରୀ ସମସ୍ୟା, ବ୍ୟବସାୟ କ୍ଷତି ଆଦି ସମାଧାନ। bbox=[1302, 1979, 1446, 2029]
tubewell-photo bbox=[278, 948, 518, 1264]
tariff-size: 12 × 4 bbox=[1375, 1577, 1433, 1597]
gold-top: GET INSTANT CASH AGAINST GOLD bbox=[64, 1657, 152, 1675]
smsjob-title: SMS JOB bbox=[1155, 1937, 1251, 1961]
yatra-body bbox=[278, 1378, 1154, 1490]
badrinath-phone: 7894472652, 7750921738 bbox=[810, 1880, 892, 1906]
badrinath-finance-ad bbox=[766, 1652, 936, 1924]
piles-dr1-deg: GAMS (PATNA) bbox=[1346, 1425, 1420, 1435]
gold-l1: SELL GOLD / SETTLE YOUR GOLD LOAN bbox=[56, 1753, 160, 1775]
tariff-sizes bbox=[972, 1577, 1432, 1597]
lead-body2: କେନ୍ଦ୍ର ସରକାର ଏହି ଦାବି ପ୍ରତି ଉଦାସୀନ ରହିଥିବା ଅଭିଯୋଗ ହୋଇଛି। ରାଜ୍ୟ ସରକାର ମଧ୍ୟ ଏ ଦିଗରେ ଯଥେଷ୍ଟ ପଦକ୍ଷେପ ନେଇନାହାନ୍ତି। ନୂଆ ସରକାର ଗଠନ ପରେ ଏହି ଦାବି ପୁଣି ଜୋରଦାର କରାଯିବ ବୋଲି ସଭାରେ ଘୋଷଣା କରାଯାଇଛି। bbox=[750, 745, 1096, 818]
mid-rule bbox=[278, 1320, 1462, 1321]
tariff-banner: MORE SPACE • SAME PRICE bbox=[979, 1517, 1425, 1551]
tubewell-body bbox=[528, 988, 762, 1310]
tariff-price: 1,500.00 bbox=[972, 1597, 1030, 1617]
workshop-rule bbox=[1116, 694, 1462, 695]
jagannath-finance-ad bbox=[588, 1652, 758, 1924]
dhan-addr: BALIKUDA, JAGATSINGHPUR bbox=[406, 2120, 564, 2131]
reg-mark-cyan-2 bbox=[1190, 2230, 1206, 2246]
badrinath-mob: Mob: bbox=[834, 1866, 868, 1880]
